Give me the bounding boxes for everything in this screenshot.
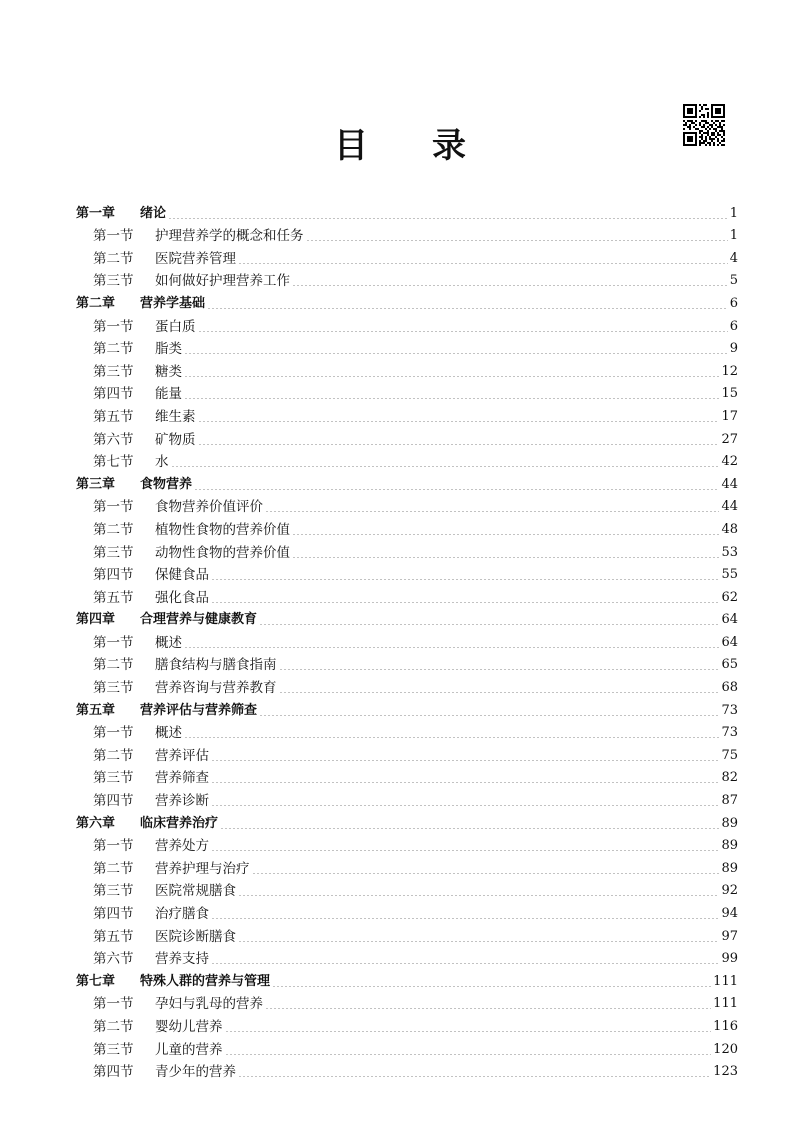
dot-leader (211, 805, 719, 806)
chapter-title: 特殊人群的营养与管理 (140, 973, 271, 989)
dot-leader (168, 218, 728, 219)
dot-leader (292, 285, 728, 286)
section-number: 第三节 (93, 883, 134, 900)
chapter-number: 第二章 (76, 295, 116, 311)
dot-leader (220, 828, 719, 829)
page-number: 64 (721, 612, 738, 628)
section-number: 第四节 (93, 386, 134, 403)
dot-leader (211, 850, 719, 851)
page-number: 75 (721, 747, 738, 763)
section-title: 如何做好护理营养工作 (155, 273, 290, 290)
section-title: 蛋白质 (155, 318, 196, 335)
section-title: 膳食结构与膳食指南 (155, 657, 277, 674)
page-number: 89 (721, 838, 738, 854)
page-number: 64 (721, 634, 738, 650)
dot-leader (259, 624, 719, 625)
toc-section-entry[interactable] (76, 336, 738, 359)
page-number: 42 (721, 454, 738, 470)
page-number: 4 (729, 250, 738, 266)
section-number: 第四节 (93, 567, 134, 584)
toc-section-entry[interactable] (76, 765, 738, 788)
section-title: 营养支持 (155, 951, 209, 968)
dot-leader (207, 308, 728, 309)
section-number: 第一节 (93, 725, 134, 742)
toc-section-entry[interactable] (76, 449, 738, 472)
section-title: 糖类 (155, 363, 182, 380)
section-title: 护理营养学的概念和任务 (155, 228, 304, 245)
section-number: 第二节 (93, 341, 134, 358)
toc-section-entry[interactable] (76, 539, 738, 562)
page-number: 111 (713, 973, 738, 989)
chapter-title: 营养学基础 (140, 295, 206, 311)
dot-leader (259, 715, 719, 716)
toc-chapter-entry[interactable] (76, 697, 738, 720)
page-number: 94 (721, 906, 738, 921)
section-title: 动物性食物的营养价值 (155, 544, 290, 561)
section-title: 青少年的营养 (155, 1064, 236, 1081)
page-number: 55 (721, 567, 738, 583)
dot-leader (184, 398, 719, 399)
page-number: 65 (721, 657, 738, 673)
table-of-contents (76, 200, 738, 1081)
section-title: 概述 (155, 725, 182, 742)
page-number: 6 (729, 295, 738, 311)
page-number: 12 (721, 363, 738, 379)
toc-section-entry[interactable] (76, 855, 738, 878)
dot-leader (265, 511, 719, 512)
chapter-title: 营养评估与营养筛查 (140, 702, 258, 718)
section-title: 强化食品 (155, 589, 209, 606)
qr-code-icon[interactable] (683, 104, 725, 146)
chapter-number: 第一章 (76, 205, 116, 221)
toc-section-entry[interactable] (76, 268, 738, 291)
toc-section-entry[interactable] (76, 584, 738, 607)
dot-leader (225, 1031, 712, 1032)
page-number: 111 (713, 996, 738, 1012)
toc-section-entry[interactable] (76, 720, 738, 743)
toc-section-entry[interactable] (76, 900, 738, 923)
dot-leader (198, 421, 720, 422)
page-number: 82 (721, 770, 738, 786)
toc-section-entry[interactable] (76, 946, 738, 969)
section-title: 营养咨询与营养教育 (155, 680, 277, 697)
dot-leader (211, 782, 719, 783)
toc-section-entry[interactable] (76, 1036, 738, 1059)
section-number: 第三节 (93, 680, 134, 697)
toc-section-entry[interactable] (76, 313, 738, 336)
page-number: 9 (729, 341, 738, 357)
toc-section-entry[interactable] (76, 381, 738, 404)
section-title: 儿童的营养 (155, 1041, 223, 1058)
section-title: 营养筛查 (155, 770, 209, 787)
dot-leader (171, 466, 720, 467)
section-number: 第一节 (93, 499, 134, 516)
section-number: 第二节 (93, 1018, 134, 1035)
chapter-number: 第三章 (76, 476, 116, 492)
title-char-2: 录 (432, 126, 466, 166)
toc-chapter-entry[interactable] (76, 471, 738, 494)
dot-leader (211, 602, 719, 603)
section-title: 脂类 (155, 341, 182, 358)
toc-chapter-entry[interactable] (76, 290, 738, 313)
dot-leader (238, 895, 719, 896)
section-number: 第二节 (93, 747, 134, 764)
dot-leader (211, 579, 719, 580)
section-number: 第三节 (93, 363, 134, 380)
section-title: 概述 (155, 634, 182, 651)
section-title: 食物营养价值评价 (155, 499, 263, 516)
section-number: 第三节 (93, 1041, 134, 1058)
page-number: 15 (721, 386, 738, 402)
section-number: 第三节 (93, 544, 134, 561)
page-number: 1 (729, 205, 738, 221)
dot-leader (198, 444, 720, 445)
dot-leader (211, 918, 719, 919)
dot-leader (279, 692, 720, 693)
toc-section-entry[interactable] (76, 923, 738, 946)
section-number: 第五节 (93, 928, 134, 945)
chapter-title: 食物营养 (140, 476, 193, 492)
section-number: 第四节 (93, 793, 134, 810)
section-title: 医院常规膳食 (155, 883, 236, 900)
page-number: 89 (721, 860, 738, 876)
title-char-1: 目 (334, 126, 368, 166)
dot-leader (184, 376, 719, 377)
page-number: 73 (721, 702, 738, 718)
section-number: 第六节 (93, 951, 134, 968)
dot-leader (184, 647, 719, 648)
toc-section-entry[interactable] (76, 991, 738, 1014)
section-title: 营养评估 (155, 747, 209, 764)
section-number: 第三节 (93, 273, 134, 290)
toc-section-entry[interactable] (76, 629, 738, 652)
chapter-title: 合理营养与健康教育 (140, 612, 258, 628)
section-number: 第一节 (93, 838, 134, 855)
section-title: 保健食品 (155, 567, 209, 584)
chapter-number: 第六章 (76, 815, 116, 831)
toc-chapter-entry[interactable] (76, 200, 738, 223)
section-title: 维生素 (155, 408, 196, 425)
toc-section-entry[interactable] (76, 358, 738, 381)
page-number: 44 (721, 499, 738, 515)
toc-section-entry[interactable] (76, 223, 738, 246)
page-number: 68 (721, 680, 738, 696)
page-number: 99 (721, 951, 738, 967)
section-number: 第二节 (93, 521, 134, 538)
chapter-number: 第四章 (76, 612, 116, 628)
dot-leader (238, 1076, 711, 1077)
section-number: 第二节 (93, 657, 134, 674)
section-number: 第七节 (93, 454, 134, 471)
page-number: 1 (729, 228, 738, 244)
page-number: 116 (713, 1018, 738, 1034)
section-title: 医院诊断膳食 (155, 928, 236, 945)
toc-section-entry[interactable] (76, 1013, 738, 1036)
chapter-title: 绪论 (140, 205, 167, 221)
toc-section-entry[interactable] (76, 652, 738, 675)
toc-chapter-entry[interactable] (76, 607, 738, 630)
toc-section-entry[interactable] (76, 494, 738, 517)
section-title: 医院营养管理 (155, 250, 236, 267)
toc-section-entry[interactable] (76, 742, 738, 765)
section-number: 第四节 (93, 906, 134, 922)
dot-leader (279, 669, 720, 670)
page-number: 123 (713, 1064, 738, 1080)
section-number: 第二节 (93, 860, 134, 877)
toc-section-entry[interactable] (76, 1059, 738, 1082)
section-number: 第五节 (93, 408, 134, 425)
section-number: 第一节 (93, 634, 134, 651)
dot-leader (272, 986, 711, 987)
page-number: 27 (721, 431, 738, 447)
page-number: 73 (721, 725, 738, 741)
page-number: 62 (721, 589, 738, 605)
toc-chapter-entry[interactable] (76, 810, 738, 833)
page-number: 44 (721, 476, 738, 492)
section-title: 营养处方 (155, 838, 209, 855)
dot-leader (184, 353, 728, 354)
toc-section-entry[interactable] (76, 562, 738, 585)
page-number: 92 (721, 883, 738, 899)
section-title: 营养诊断 (155, 793, 209, 810)
toc-section-entry[interactable] (76, 787, 738, 810)
dot-leader (306, 240, 728, 241)
dot-leader (194, 489, 719, 490)
toc-section-entry[interactable] (76, 245, 738, 268)
dot-leader (265, 1008, 711, 1009)
dot-leader (252, 873, 720, 874)
section-title: 矿物质 (155, 431, 196, 448)
chapter-title: 临床营养治疗 (140, 815, 219, 831)
section-title: 营养护理与治疗 (155, 860, 250, 877)
section-title: 水 (155, 454, 169, 471)
dot-leader (225, 1054, 712, 1055)
section-number: 第六节 (93, 431, 134, 448)
chapter-number: 第五章 (76, 702, 116, 718)
page-number: 6 (729, 318, 738, 334)
section-number: 第一节 (93, 318, 134, 335)
toc-section-entry[interactable] (76, 674, 738, 697)
dot-leader (184, 737, 719, 738)
page-number: 87 (721, 793, 738, 809)
dot-leader (292, 557, 719, 558)
section-number: 第一节 (93, 996, 134, 1013)
toc-section-entry[interactable] (76, 833, 738, 856)
page-number: 48 (721, 521, 738, 537)
toc-chapter-entry[interactable] (76, 968, 738, 991)
toc-section-entry[interactable] (76, 516, 738, 539)
dot-leader (198, 331, 728, 332)
page-title (0, 118, 800, 167)
page-number: 89 (721, 815, 738, 831)
section-title: 婴幼儿营养 (155, 1018, 223, 1035)
section-title: 孕妇与乳母的营养 (155, 996, 263, 1013)
dot-leader (211, 963, 719, 964)
section-number: 第一节 (93, 228, 134, 245)
dot-leader (238, 941, 719, 942)
dot-leader (211, 760, 719, 761)
chapter-number: 第七章 (76, 973, 116, 989)
toc-section-entry[interactable] (76, 878, 738, 901)
toc-section-entry[interactable] (76, 426, 738, 449)
page-number: 5 (729, 273, 738, 289)
toc-section-entry[interactable] (76, 403, 738, 426)
section-number: 第三节 (93, 770, 134, 787)
page-number: 120 (713, 1041, 738, 1057)
section-title: 植物性食物的营养价值 (155, 521, 290, 538)
page-number: 97 (721, 928, 738, 944)
dot-leader (292, 534, 719, 535)
section-title: 能量 (155, 386, 182, 403)
section-number: 第二节 (93, 250, 134, 267)
section-number: 第四节 (93, 1064, 134, 1081)
section-number: 第五节 (93, 589, 134, 606)
dot-leader (238, 263, 728, 264)
page-number: 17 (721, 408, 738, 424)
section-title: 治疗膳食 (155, 906, 209, 922)
page-number: 53 (721, 544, 738, 560)
